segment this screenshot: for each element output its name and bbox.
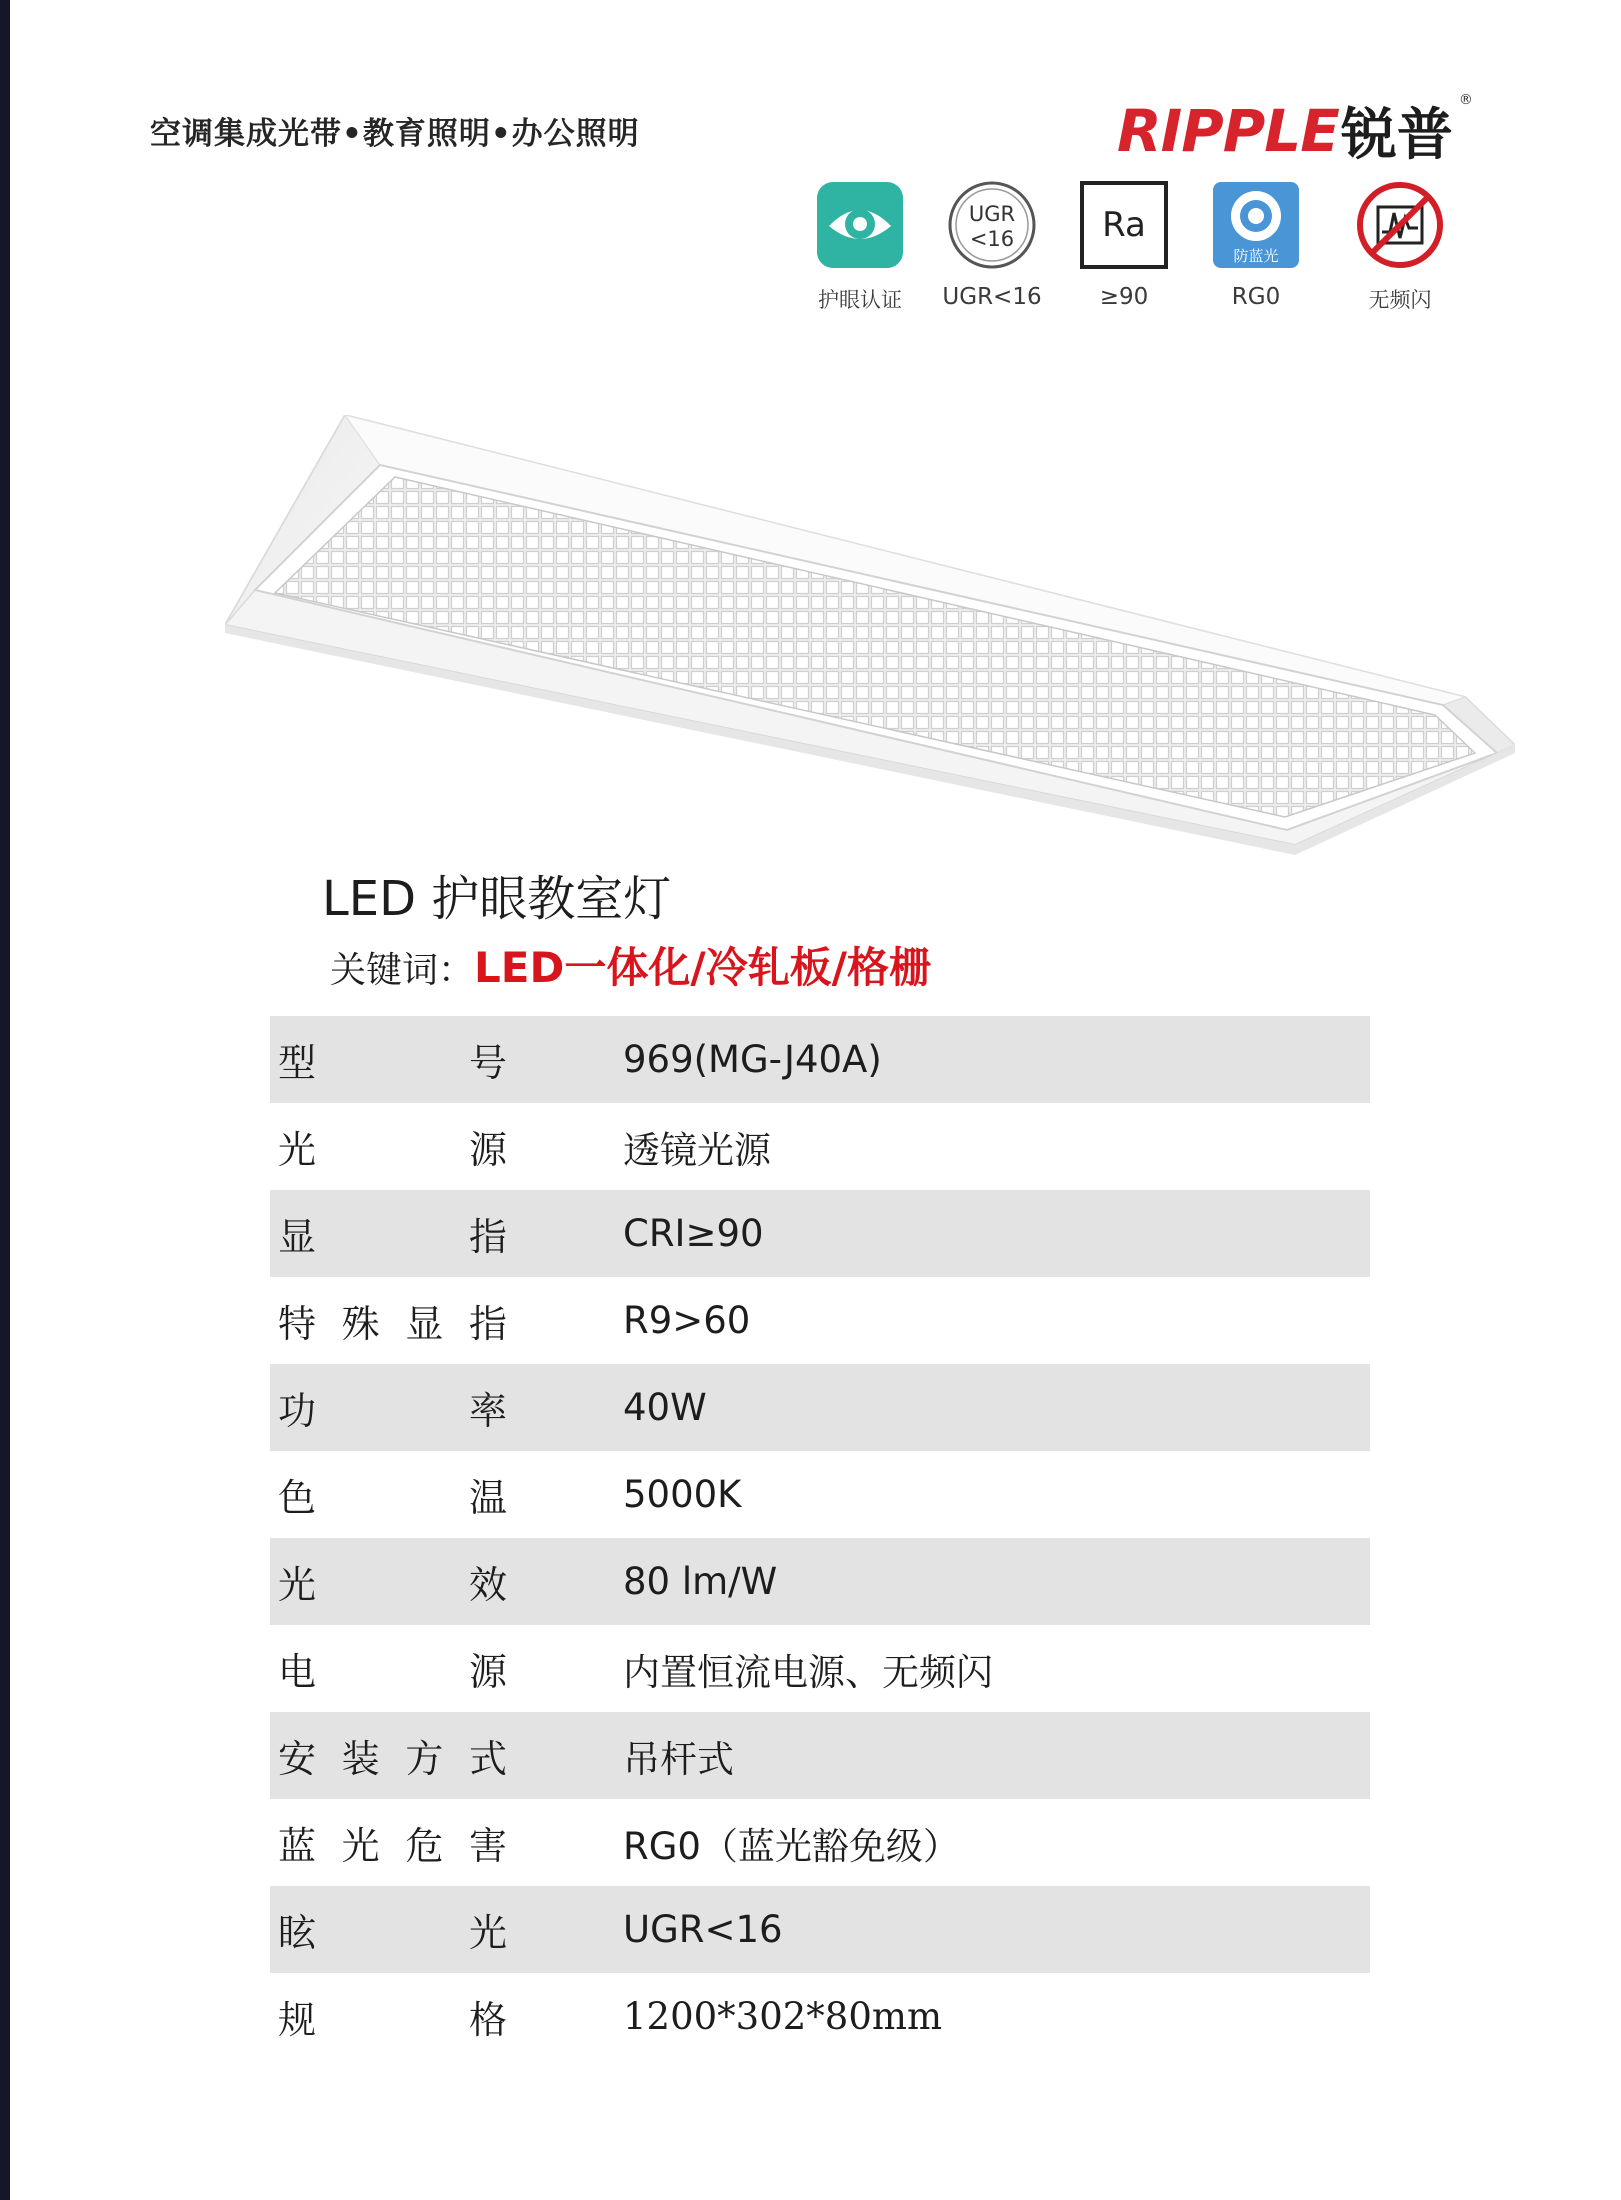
badge-label: 护眼认证 <box>818 288 902 312</box>
ugr-icon-text-top: UGR <box>968 202 1016 226</box>
left-edge-bar <box>0 0 10 2200</box>
spec-key-char: 显 <box>405 1302 444 1346</box>
spec-row <box>270 1625 1370 1712</box>
spec-key-char: 效 <box>468 1563 507 1607</box>
spec-key-char: 式 <box>468 1737 507 1781</box>
spec-value: 5000K <box>623 1473 742 1516</box>
spec-key-char: 温 <box>468 1476 507 1520</box>
badge-ugr <box>942 180 1042 310</box>
spec-key-char: 殊 <box>341 1302 380 1346</box>
spec-value: 内置恒流电源、无频闪 <box>623 1650 993 1694</box>
spec-key <box>270 1538 507 1625</box>
spec-key <box>270 1016 507 1103</box>
spec-value: 吊杆式 <box>507 1712 1370 1799</box>
badge-label: UGR<16 <box>942 284 1042 310</box>
spec-key-char: 方 <box>405 1737 444 1781</box>
spec-key-char: 害 <box>468 1824 507 1868</box>
spec-key-char: 源 <box>468 1128 507 1172</box>
spec-key <box>270 1799 507 1886</box>
no-flicker-icon <box>1355 180 1445 270</box>
spec-key-char: 特 <box>278 1302 317 1346</box>
spec-key-char: 规 <box>278 1998 317 2042</box>
spec-row <box>270 1451 1370 1538</box>
logo-cjk-text: 锐普 <box>1340 103 1453 168</box>
badge-label: RG0 <box>1231 284 1281 310</box>
badge-anti-bluelight <box>1206 180 1306 310</box>
spec-key <box>270 1451 507 1538</box>
spec-key-char: 光 <box>278 1563 317 1607</box>
keywords-row <box>330 935 931 995</box>
logo-latin-text: RIPPLE <box>1117 97 1339 165</box>
spec-key <box>270 1364 507 1451</box>
ra-icon <box>1079 180 1169 270</box>
spec-key-char: 色 <box>278 1476 317 1520</box>
certification-badges <box>810 180 1490 315</box>
spec-row <box>270 1364 1370 1451</box>
badge-ra <box>1074 180 1174 310</box>
spec-row <box>270 1712 1370 1799</box>
badge-eye-care <box>810 180 910 314</box>
spec-key-char: 功 <box>278 1389 317 1433</box>
spec-row <box>270 1016 1370 1103</box>
spec-key-char: 型 <box>278 1041 317 1085</box>
registered-mark: ® <box>1458 92 1473 108</box>
tagline: 空调集成光带•教育照明•办公照明 <box>150 116 640 152</box>
spec-row <box>270 1277 1370 1364</box>
spec-key-char: 率 <box>468 1389 507 1433</box>
spec-key-char: 指 <box>468 1215 507 1259</box>
spec-key-char: 显 <box>278 1215 317 1259</box>
badge-label: 无频闪 <box>1368 288 1432 312</box>
ugr-icon <box>947 180 1037 270</box>
spec-key <box>270 1103 507 1190</box>
spec-value: 80 lm/W <box>507 1538 1370 1625</box>
spec-key-char: 号 <box>468 1041 507 1085</box>
spec-row <box>270 1190 1370 1277</box>
badge-label: ≥90 <box>1099 284 1149 310</box>
ugr-icon-text-bottom: <16 <box>969 227 1015 251</box>
spec-key-char: 光 <box>278 1128 317 1172</box>
product-image <box>225 415 1515 855</box>
badge-no-flicker <box>1350 180 1450 314</box>
eye-icon <box>815 180 905 270</box>
spec-value: UGR<16 <box>507 1886 1370 1973</box>
spec-key <box>270 1625 507 1712</box>
spec-table <box>270 1016 1370 2060</box>
keywords-label: 关键词： <box>330 950 475 991</box>
spec-key-char: 源 <box>468 1650 507 1694</box>
spec-key-char: 电 <box>278 1650 317 1694</box>
spec-value: 1200*302*80mm <box>623 1995 943 2038</box>
keywords-value: LED一体化/冷轧板/格栅 <box>474 943 932 992</box>
spec-key <box>270 1712 507 1799</box>
spec-value: 969(MG-J40A) <box>507 1016 1370 1103</box>
anti-bluelight-icon-text: 防蓝光 <box>1233 247 1279 265</box>
spec-key-char: 光 <box>341 1824 380 1868</box>
spec-key-char: 指 <box>468 1302 507 1346</box>
spec-row <box>270 1103 1370 1190</box>
spec-key <box>270 1886 507 1973</box>
spec-key-char: 眩 <box>278 1911 317 1955</box>
spec-key <box>270 1190 507 1277</box>
spec-row <box>270 1973 1370 2060</box>
product-title: LED 护眼教室灯 <box>322 871 672 927</box>
spec-key-char: 蓝 <box>278 1824 317 1868</box>
spec-value: 透镜光源 <box>623 1128 771 1172</box>
spec-key-char: 格 <box>468 1998 507 2042</box>
spec-key-char: 装 <box>341 1737 380 1781</box>
anti-bluelight-icon <box>1211 180 1301 270</box>
ra-icon-text: Ra <box>1102 205 1146 245</box>
ripple-logo <box>1117 92 1473 168</box>
spec-value: 40W <box>507 1364 1370 1451</box>
spec-row <box>270 1538 1370 1625</box>
spec-value: CRI≥90 <box>507 1190 1370 1277</box>
spec-key <box>270 1973 507 2060</box>
spec-key-char: 安 <box>278 1737 317 1781</box>
spec-row <box>270 1799 1370 1886</box>
spec-value: RG0（蓝光豁免级） <box>623 1824 960 1868</box>
spec-key-char: 光 <box>468 1911 507 1955</box>
spec-value: R9>60 <box>623 1299 751 1342</box>
spec-key-char: 危 <box>405 1824 444 1868</box>
spec-row <box>270 1886 1370 1973</box>
spec-key <box>270 1277 507 1364</box>
